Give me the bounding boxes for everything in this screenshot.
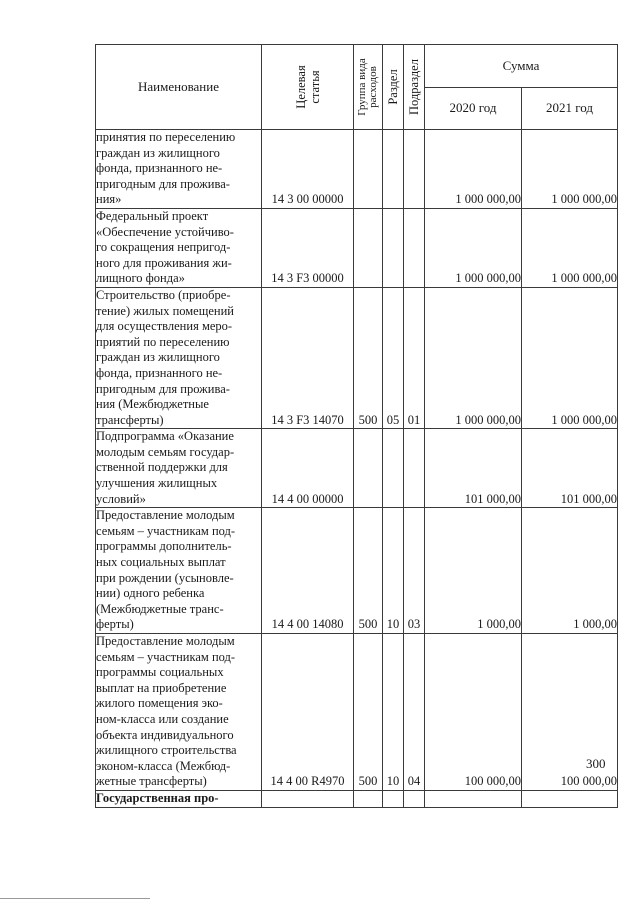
row-subsection: 03 — [404, 508, 425, 634]
row-sum-2021: 1 000,00 — [522, 508, 618, 634]
page-number: 300 — [586, 756, 606, 771]
row-subsection — [404, 790, 425, 807]
row-target-article — [262, 790, 354, 807]
row-subsection: 01 — [404, 287, 425, 428]
row-sum-2021: 1 000 000,00 — [522, 130, 618, 209]
row-name: Строительство (приобре- тение) жилых помещений для осуществления меро- приятий по переселению граждан из жилищного фонда, признанного не- пригодным для прожива- ния (Межбюджетные трансферты) — [96, 287, 262, 428]
budget-table — [95, 44, 618, 808]
row-expense-group: 500 — [354, 287, 383, 428]
header-year-2021: 2021 год — [522, 87, 618, 130]
row-target-article: 14 3 F3 14070 — [262, 287, 354, 428]
row-sum-2021: 1 000 000,00 — [522, 208, 618, 287]
row-section — [383, 130, 404, 209]
row-section: 05 — [383, 287, 404, 428]
table-row — [96, 287, 618, 428]
row-subsection — [404, 429, 425, 508]
row-expense-group — [354, 130, 383, 209]
row-sum-2020: 1 000 000,00 — [425, 287, 522, 428]
row-name: Подпрограмма «Оказание молодым семьям государ- ственной поддержки для улучшения жилищных условий» — [96, 429, 262, 508]
row-sum-2021 — [522, 790, 618, 807]
table-row — [96, 790, 618, 807]
row-section — [383, 208, 404, 287]
row-expense-group: 500 — [354, 508, 383, 634]
footer-divider — [0, 898, 150, 899]
table-row — [96, 130, 618, 209]
row-sum-2020: 1 000,00 — [425, 508, 522, 634]
row-sum-2021: 1 000 000,00 — [522, 287, 618, 428]
row-expense-group: 500 — [354, 634, 383, 791]
row-name: Предоставление молодым семьям – участникам под- программы дополнитель- ных социальных выплат при рождении (усыновле- нии) одного ребенка (Межбюджетные транс- ферты) — [96, 508, 262, 634]
row-name: принятия по переселению граждан из жилищного фонда, признанного не- пригодным для прожива- ния» — [96, 130, 262, 209]
row-expense-group — [354, 208, 383, 287]
row-target-article: 14 4 00 R4970 — [262, 634, 354, 791]
row-subsection: 04 — [404, 634, 425, 791]
row-target-article: 14 4 00 00000 — [262, 429, 354, 508]
row-target-article: 14 3 00 00000 — [262, 130, 354, 209]
table-row — [96, 429, 618, 508]
row-target-article: 14 3 F3 00000 — [262, 208, 354, 287]
row-sum-2021: 100 000,00 — [522, 634, 618, 791]
row-sum-2020: 100 000,00 — [425, 634, 522, 791]
row-sum-2021: 101 000,00 — [522, 429, 618, 508]
row-name: Предоставление молодым семьям – участникам под- программы социальных выплат на приобретение жилого помещения эко- ном-класса или создание объекта индивидуального жилищного строительства эконом-класса (Межбюд- жетные трансферты) — [96, 634, 262, 791]
table-row — [96, 208, 618, 287]
row-sum-2020: 1 000 000,00 — [425, 208, 522, 287]
row-expense-group — [354, 429, 383, 508]
row-sum-2020 — [425, 790, 522, 807]
row-name: Государственная про- — [96, 790, 262, 807]
row-section: 10 — [383, 508, 404, 634]
header-section: Раздел — [383, 45, 404, 130]
table-row — [96, 634, 618, 791]
table-row — [96, 508, 618, 634]
header-subsection: Подраздел — [404, 45, 425, 130]
header-sum: Сумма — [425, 45, 618, 88]
row-section — [383, 790, 404, 807]
row-subsection — [404, 130, 425, 209]
row-section: 10 — [383, 634, 404, 791]
row-subsection — [404, 208, 425, 287]
header-expense-group: Группа вида расходов — [354, 45, 383, 130]
header-target-article: Целевая статья — [262, 45, 354, 130]
row-sum-2020: 1 000 000,00 — [425, 130, 522, 209]
header-name: Наименование — [96, 45, 262, 130]
header-year-2020: 2020 год — [425, 87, 522, 130]
row-name: Федеральный проект «Обеспечение устойчиво- го сокращения непригод- ного для проживания жи- лищного фонда» — [96, 208, 262, 287]
row-sum-2020: 101 000,00 — [425, 429, 522, 508]
row-target-article: 14 4 00 14080 — [262, 508, 354, 634]
row-expense-group — [354, 790, 383, 807]
row-section — [383, 429, 404, 508]
